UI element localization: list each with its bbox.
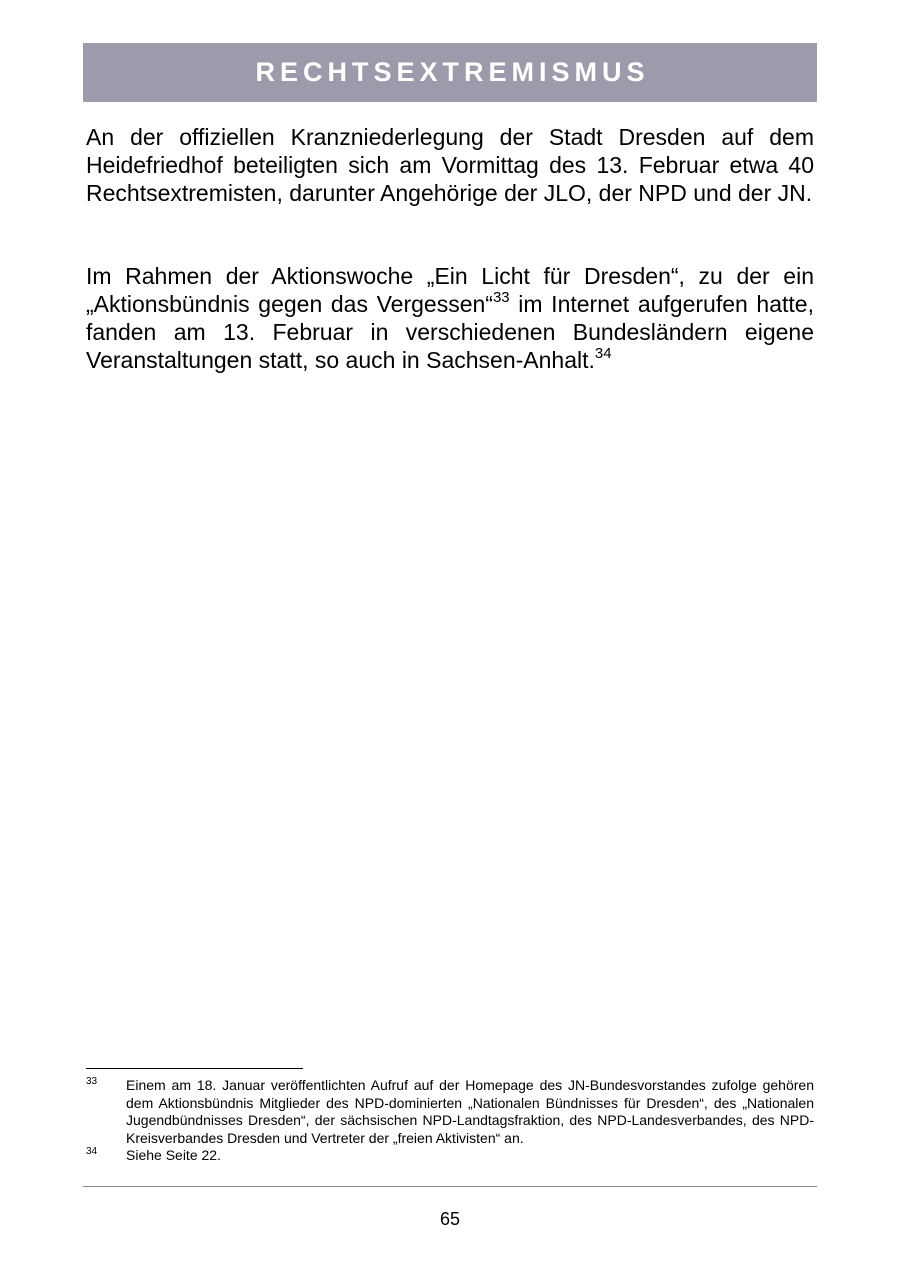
footnote-number: 34 — [86, 1146, 98, 1157]
footnote-ref-34: 34 — [594, 345, 612, 363]
section-header-bar — [83, 43, 817, 102]
body-paragraph-2-text-b: im Internet aufgerufen hatte, fanden am 13. Februar in verschiedenen Bundesländern eigene Veranstaltungen statt, so auch in Sachsen-Anhalt. — [86, 291, 814, 373]
body-paragraph-2 — [86, 262, 814, 374]
footnote-ref-33: 33 — [492, 289, 510, 307]
footnote-separator — [86, 1068, 303, 1069]
footnote-number: 33 — [86, 1076, 98, 1087]
footnote-text: Einem am 18. Januar veröffentlichten Aufruf auf der Homepage des JN-Bundesvorstandes zufolge gehören dem Aktionsbündnis Mitglieder des NPD-dominierten „Nationalen Bündnisses für Dresden“, des „Nationalen Jugendbündnisses Dresden“, der sächsischen NPD-Landtagsfraktion, des NPD-Landesverbandes, des NPD-Kreisverbandes Dresden und Vertreter der „freien Aktivisten“ an. — [126, 1077, 814, 1146]
footnote-34 — [86, 1147, 814, 1165]
footnote-33 — [86, 1077, 814, 1147]
footnote-text: Siehe Seite 22. — [126, 1147, 221, 1163]
body-paragraph-2-text-a: Im Rahmen der Aktionswoche „Ein Licht für Dresden“, zu der ein „Aktionsbündnis gegen das Vergessen“ — [86, 263, 814, 317]
section-title: RECHTSEXTREMISMUS — [255, 57, 650, 87]
page-footer-divider — [83, 1186, 817, 1187]
page-number: 65 — [439, 1209, 461, 1229]
body-paragraph-1: An der offiziellen Kranzniederlegung der Stadt Dresden auf dem Heidefriedhof beteiligten sich am Vormittag des 13. Februar etwa 40 Rechtsextremisten, darunter Angehörige der JLO, der NPD und der JN. — [86, 124, 814, 206]
